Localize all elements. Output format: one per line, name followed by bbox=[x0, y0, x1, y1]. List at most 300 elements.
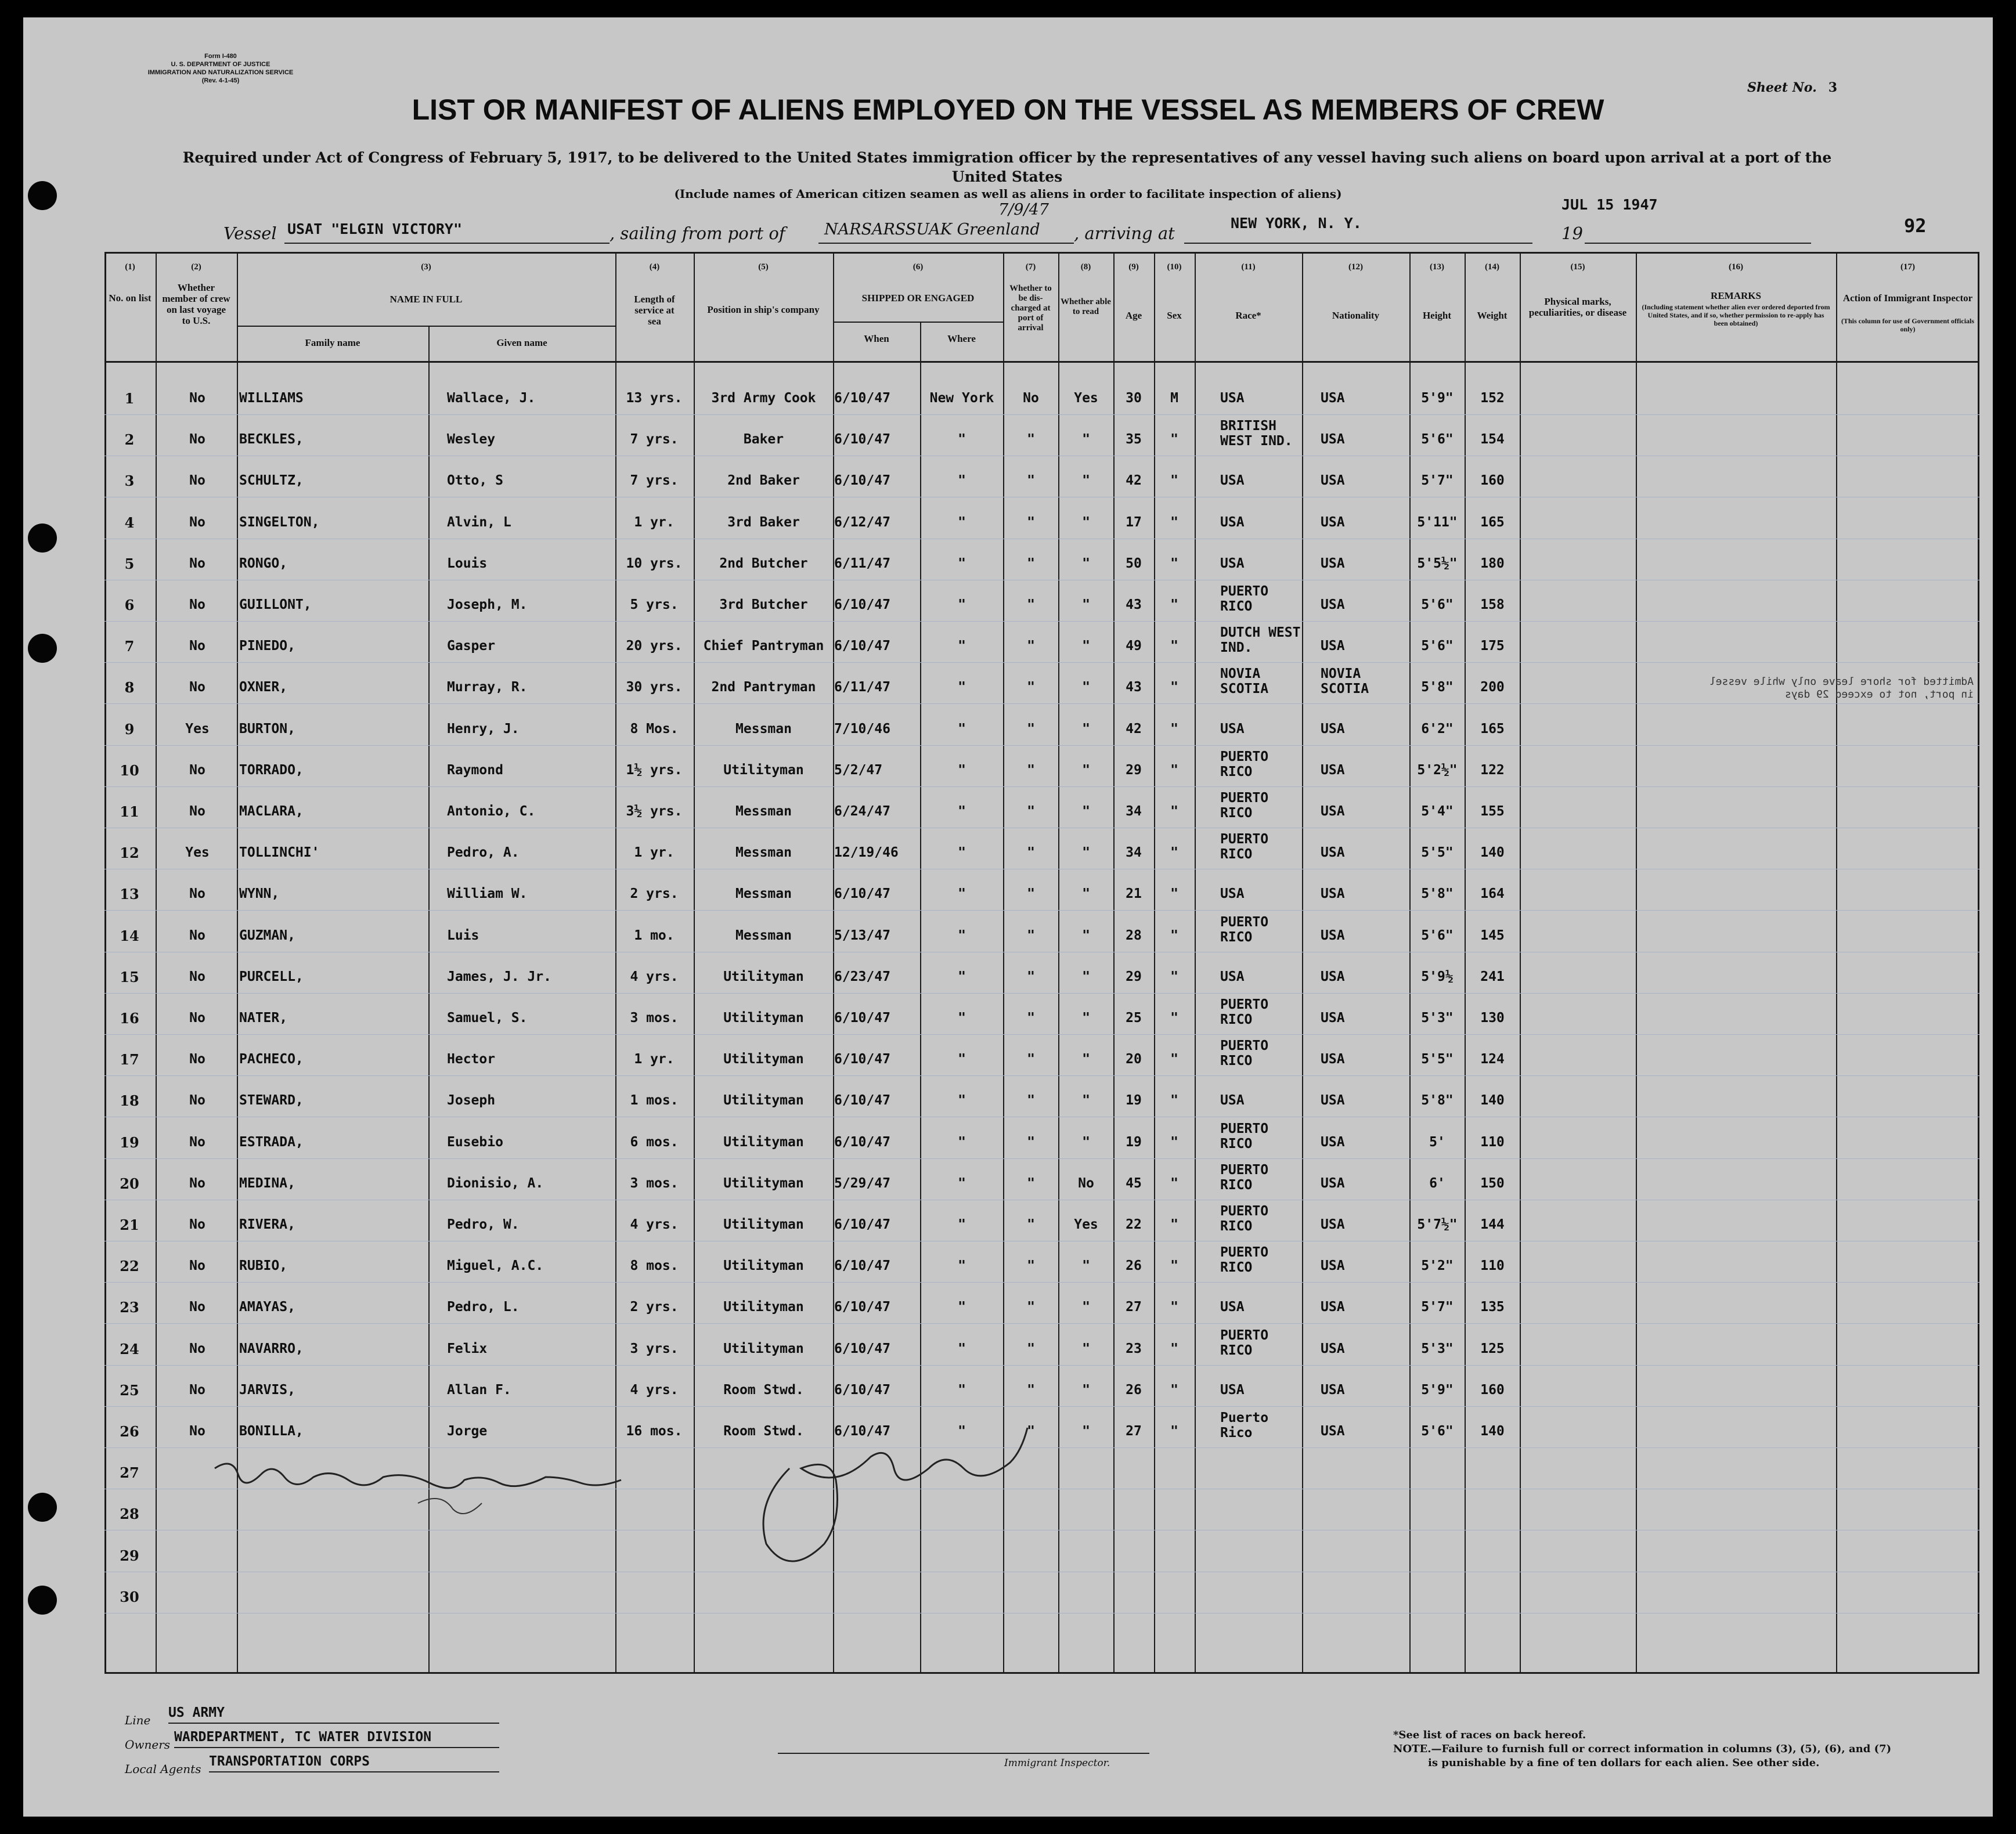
cell-when: 6/23/47 bbox=[834, 969, 890, 984]
vessel-name: USAT "ELGIN VICTORY" bbox=[287, 221, 463, 237]
cell-nationality: USA bbox=[1321, 1382, 1345, 1398]
cell-position: Chief Pantryman bbox=[703, 638, 824, 654]
form-identifier bbox=[110, 52, 331, 85]
cell-service: 3 mos. bbox=[630, 1175, 679, 1191]
cell-age: 20 bbox=[1126, 1052, 1142, 1067]
cell-discharged: " bbox=[1027, 886, 1035, 902]
col-num: (2) bbox=[191, 262, 201, 272]
cell-race: USA bbox=[1220, 473, 1245, 489]
cell-read: " bbox=[1082, 886, 1090, 902]
remark-stamp: Admitted for shore leave only while vessel in port, not to exceed 29 days bbox=[1709, 676, 1974, 701]
cell-race: PUERTO RICO bbox=[1220, 1162, 1269, 1193]
cell-age: 27 bbox=[1126, 1299, 1142, 1315]
col-num: (17) bbox=[1900, 262, 1915, 272]
cell-position: Messman bbox=[735, 721, 792, 737]
col-num: (13) bbox=[1430, 262, 1444, 272]
cell-sex: " bbox=[1170, 969, 1178, 984]
cell-age: 28 bbox=[1126, 927, 1142, 943]
cell-prior: No bbox=[189, 1424, 205, 1439]
cell-given: Dionisio, A. bbox=[447, 1175, 544, 1191]
cell-position: Utilityman bbox=[723, 1299, 804, 1315]
cell-prior: No bbox=[189, 1258, 205, 1274]
cell-race: USA bbox=[1220, 1093, 1245, 1109]
cell-weight: 160 bbox=[1480, 1382, 1505, 1398]
cell-discharged: " bbox=[1027, 597, 1035, 612]
col-num: (16) bbox=[1729, 262, 1743, 272]
cell-family: WILLIAMS bbox=[239, 391, 304, 406]
row-number: 8 bbox=[124, 679, 135, 696]
cell-read: " bbox=[1082, 638, 1090, 654]
cell-given: Otto, S bbox=[447, 473, 503, 489]
cell-sex: " bbox=[1170, 1382, 1178, 1398]
cell-family: OXNER, bbox=[239, 680, 288, 695]
sailing-port: NARSARSSUAK Greenland bbox=[824, 221, 1040, 239]
form-revision: (Rev. 4-1-45) bbox=[201, 77, 240, 84]
cell-where: New York bbox=[929, 391, 994, 406]
cell-position: Room Stwd. bbox=[723, 1382, 804, 1398]
department-name: U. S. DEPARTMENT OF JUSTICE bbox=[171, 61, 271, 68]
include-note: (Include names of American citizen seamen as well as aliens in order to facilitate inspection of aliens) bbox=[674, 187, 1342, 201]
cell-when: 6/10/47 bbox=[834, 1382, 890, 1398]
cell-race: USA bbox=[1220, 514, 1245, 530]
cell-height: 5'11" bbox=[1417, 514, 1458, 530]
cell-discharged: " bbox=[1027, 638, 1035, 654]
col-num: (11) bbox=[1241, 262, 1256, 272]
cell-position: Messman bbox=[735, 927, 792, 943]
cell-height: 5'9" bbox=[1421, 1382, 1454, 1398]
cell-read: " bbox=[1082, 514, 1090, 530]
cell-position: Utilityman bbox=[723, 969, 804, 984]
cell-height: 5'5" bbox=[1421, 1052, 1454, 1067]
cell-discharged: " bbox=[1027, 1052, 1035, 1067]
cell-nationality: USA bbox=[1321, 1424, 1345, 1439]
cell-given: Felix bbox=[447, 1341, 488, 1356]
cell-prior: No bbox=[189, 1217, 205, 1232]
cell-weight: 180 bbox=[1480, 555, 1505, 571]
cell-where: " bbox=[958, 514, 966, 530]
cell-weight: 122 bbox=[1480, 762, 1505, 778]
cell-age: 43 bbox=[1126, 597, 1142, 612]
cell-position: Room Stwd. bbox=[723, 1424, 804, 1439]
row-number: 1 bbox=[124, 390, 135, 407]
header-physical: Physical marks, peculiarities, or disease bbox=[1528, 296, 1627, 318]
cell-family: RONGO, bbox=[239, 555, 288, 571]
cell-service: 1½ yrs. bbox=[626, 762, 683, 778]
cell-height: 5' bbox=[1429, 1134, 1445, 1150]
cell-age: 19 bbox=[1126, 1093, 1142, 1109]
cell-family: BONILLA, bbox=[239, 1424, 304, 1439]
cell-family: BURTON, bbox=[239, 721, 295, 737]
cell-where: " bbox=[958, 1134, 966, 1150]
cell-given: Samuel, S. bbox=[447, 1010, 528, 1026]
cell-read: No bbox=[1078, 1175, 1094, 1191]
cell-where: " bbox=[958, 1299, 966, 1315]
header-able-read: Whether able to read bbox=[1061, 297, 1111, 316]
cell-height: 5'3" bbox=[1421, 1341, 1454, 1356]
cell-sex: " bbox=[1170, 597, 1178, 612]
header-name-in-full: NAME IN FULL bbox=[390, 294, 463, 305]
cell-given: Joseph, M. bbox=[447, 597, 528, 612]
cell-sex: " bbox=[1170, 1424, 1178, 1439]
row-number: 6 bbox=[124, 597, 135, 613]
cell-prior: No bbox=[189, 680, 205, 695]
cell-height: 6' bbox=[1429, 1175, 1445, 1191]
cell-when: 5/29/47 bbox=[834, 1175, 890, 1191]
cell-weight: 130 bbox=[1480, 1010, 1505, 1026]
row-number: 7 bbox=[124, 638, 135, 655]
cell-read: " bbox=[1082, 1258, 1090, 1274]
cell-when: 6/10/47 bbox=[834, 1424, 890, 1439]
col-num: (9) bbox=[1128, 262, 1139, 272]
col-num: (7) bbox=[1025, 262, 1036, 272]
cell-race: BRITISH WEST IND. bbox=[1220, 418, 1293, 449]
cell-weight: 140 bbox=[1480, 1424, 1505, 1439]
cell-sex: " bbox=[1170, 638, 1178, 654]
cell-family: SINGELTON, bbox=[239, 514, 320, 530]
stamp-number: 92 bbox=[1904, 215, 1927, 237]
header-race: Race* bbox=[1235, 310, 1261, 321]
cell-nationality: USA bbox=[1321, 473, 1345, 489]
cell-height: 5'5" bbox=[1421, 845, 1454, 861]
cell-given: Raymond bbox=[447, 762, 503, 778]
cell-when: 6/10/47 bbox=[834, 473, 890, 489]
cell-age: 42 bbox=[1126, 721, 1142, 737]
cell-age: 25 bbox=[1126, 1010, 1142, 1026]
cell-weight: 124 bbox=[1480, 1052, 1505, 1067]
punch-hole bbox=[28, 634, 57, 663]
cell-age: 43 bbox=[1126, 680, 1142, 695]
cell-nationality: USA bbox=[1321, 432, 1345, 447]
cell-prior: No bbox=[189, 969, 205, 984]
cell-given: William W. bbox=[447, 886, 528, 902]
cell-nationality: USA bbox=[1321, 886, 1345, 902]
note-penalty: NOTE.—Failure to furnish full or correct information in columns (3), (5), (6), and (7) bbox=[1393, 1743, 1892, 1755]
col-num: (14) bbox=[1485, 262, 1499, 272]
cell-sex: " bbox=[1170, 1010, 1178, 1026]
row-number: 18 bbox=[120, 1092, 139, 1110]
cell-sex: " bbox=[1170, 845, 1178, 861]
cell-service: 4 yrs. bbox=[630, 969, 679, 984]
cell-read: " bbox=[1082, 845, 1090, 861]
row-number: 22 bbox=[120, 1258, 139, 1275]
cell-read: " bbox=[1082, 1341, 1090, 1356]
cell-weight: 110 bbox=[1480, 1134, 1505, 1150]
cell-weight: 144 bbox=[1480, 1217, 1505, 1232]
cell-family: BECKLES, bbox=[239, 432, 304, 447]
cell-position: Utilityman bbox=[723, 1258, 804, 1274]
cell-family: PACHECO, bbox=[239, 1052, 304, 1067]
row-number: 17 bbox=[120, 1051, 139, 1068]
cell-prior: No bbox=[189, 1341, 205, 1356]
header-remarks-sub: (Including statement whether alien ever ordered deported from United States, and if so, whether permission to re-apply has been obtained) bbox=[1642, 303, 1830, 327]
cell-nationality: USA bbox=[1321, 514, 1345, 530]
manifest-page bbox=[23, 17, 1993, 1817]
cell-race: USA bbox=[1220, 721, 1245, 737]
agents-value: TRANSPORTATION CORPS bbox=[209, 1754, 370, 1769]
cell-age: 35 bbox=[1126, 432, 1142, 447]
cell-nationality: USA bbox=[1321, 555, 1345, 571]
cell-service: 1 yr. bbox=[634, 845, 675, 861]
row-number: 20 bbox=[120, 1175, 139, 1192]
cell-age: 49 bbox=[1126, 638, 1142, 654]
cell-weight: 140 bbox=[1480, 845, 1505, 861]
row-number: 26 bbox=[120, 1423, 139, 1440]
cell-discharged: " bbox=[1027, 1093, 1035, 1109]
cell-read: " bbox=[1082, 804, 1090, 819]
cell-age: 30 bbox=[1126, 391, 1142, 406]
cell-race: PUERTO RICO bbox=[1220, 749, 1269, 779]
cell-nationality: USA bbox=[1321, 1258, 1345, 1274]
cell-age: 26 bbox=[1126, 1382, 1142, 1398]
cell-prior: Yes bbox=[185, 845, 210, 861]
cell-age: 26 bbox=[1126, 1258, 1142, 1274]
header-action: Action of Immigrant Inspector bbox=[1842, 293, 1973, 304]
cell-prior: No bbox=[189, 514, 205, 530]
cell-nationality: USA bbox=[1321, 1010, 1345, 1026]
cell-discharged: " bbox=[1027, 1175, 1035, 1191]
cell-when: 7/10/46 bbox=[834, 721, 890, 737]
cell-height: 5'8" bbox=[1421, 886, 1454, 902]
cell-weight: 165 bbox=[1480, 514, 1505, 530]
cell-position: 2nd Pantryman bbox=[711, 680, 816, 695]
cell-discharged: " bbox=[1027, 1217, 1035, 1232]
date-stamp: JUL 15 1947 bbox=[1561, 196, 1658, 213]
cell-family: RUBIO, bbox=[239, 1258, 288, 1274]
cell-nationality: USA bbox=[1321, 1134, 1345, 1150]
cell-nationality: NOVIA SCOTIA bbox=[1321, 666, 1369, 697]
cell-position: 3rd Army Cook bbox=[711, 391, 816, 406]
cell-discharged: " bbox=[1027, 804, 1035, 819]
cell-sex: " bbox=[1170, 1258, 1178, 1274]
cell-weight: 165 bbox=[1480, 721, 1505, 737]
col-num: (12) bbox=[1348, 262, 1363, 272]
col-num: (8) bbox=[1080, 262, 1091, 272]
cell-where: " bbox=[958, 1341, 966, 1356]
cell-prior: No bbox=[189, 804, 205, 819]
cell-discharged: " bbox=[1027, 762, 1035, 778]
row-number: 9 bbox=[124, 720, 135, 738]
cell-when: 6/10/47 bbox=[834, 1052, 890, 1067]
cell-where: " bbox=[958, 597, 966, 612]
cell-height: 5'9" bbox=[1421, 391, 1454, 406]
cell-discharged: " bbox=[1027, 514, 1035, 530]
cell-read: " bbox=[1082, 1299, 1090, 1315]
cell-when: 6/10/47 bbox=[834, 638, 890, 654]
cell-race: USA bbox=[1220, 969, 1245, 984]
cell-when: 6/24/47 bbox=[834, 804, 890, 819]
note-penalty-cont: is punishable by a fine of ten dollars for each alien. See other side. bbox=[1428, 1757, 1820, 1769]
cell-prior: No bbox=[189, 1093, 205, 1109]
cell-given: Miguel, A.C. bbox=[447, 1258, 544, 1274]
vessel-label: Vessel bbox=[223, 223, 277, 243]
cell-when: 6/10/47 bbox=[834, 1217, 890, 1232]
cell-height: 5'6" bbox=[1421, 927, 1454, 943]
cell-given: Wesley bbox=[447, 432, 496, 447]
cell-race: PUERTO RICO bbox=[1220, 584, 1269, 614]
cell-family: TORRADO, bbox=[239, 762, 304, 778]
cell-age: 42 bbox=[1126, 473, 1142, 489]
cell-family: MACLARA, bbox=[239, 804, 304, 819]
cell-where: " bbox=[958, 1093, 966, 1109]
cell-when: 6/10/47 bbox=[834, 1299, 890, 1315]
cell-where: " bbox=[958, 680, 966, 695]
cell-sex: " bbox=[1170, 473, 1178, 489]
row-number: 2 bbox=[124, 431, 135, 449]
cell-read: " bbox=[1082, 762, 1090, 778]
cell-service: 6 mos. bbox=[630, 1134, 679, 1150]
cell-where: " bbox=[958, 1424, 966, 1439]
cell-read: Yes bbox=[1074, 1217, 1098, 1232]
owners-label: Owners bbox=[125, 1738, 171, 1752]
cell-service: 1 mo. bbox=[634, 927, 675, 943]
cell-prior: No bbox=[189, 432, 205, 447]
owners-value: WARDEPARTMENT, TC WATER DIVISION bbox=[174, 1730, 432, 1745]
cell-weight: 160 bbox=[1480, 473, 1505, 489]
cell-read: " bbox=[1082, 1382, 1090, 1398]
cell-race: USA bbox=[1220, 555, 1245, 571]
sheet-label: Sheet No. bbox=[1747, 80, 1817, 95]
cell-position: Messman bbox=[735, 804, 792, 819]
cell-sex: " bbox=[1170, 432, 1178, 447]
cell-where: " bbox=[958, 762, 966, 778]
cell-height: 6'2" bbox=[1421, 721, 1454, 737]
col-num: (10) bbox=[1167, 262, 1182, 272]
row-number: 25 bbox=[120, 1381, 139, 1399]
col-num: (15) bbox=[1570, 262, 1585, 272]
cell-discharged: " bbox=[1027, 555, 1035, 571]
cell-height: 5'6" bbox=[1421, 432, 1454, 447]
cell-sex: " bbox=[1170, 1093, 1178, 1109]
header-when: When bbox=[864, 333, 889, 344]
cell-when: 12/19/46 bbox=[834, 845, 899, 861]
cell-read: " bbox=[1082, 473, 1090, 489]
cell-read: " bbox=[1082, 555, 1090, 571]
cell-family: AMAYAS, bbox=[239, 1299, 295, 1315]
cell-family: PINEDO, bbox=[239, 638, 295, 654]
header-remarks: REMARKS bbox=[1711, 290, 1761, 301]
header-action-sub: (This column for use of Government officials only) bbox=[1841, 317, 1975, 333]
cell-service: 8 Mos. bbox=[630, 721, 679, 737]
cell-height: 5'4" bbox=[1421, 804, 1454, 819]
sailing-label: , sailing from port of bbox=[610, 223, 785, 243]
col-num: (4) bbox=[649, 262, 660, 272]
cell-discharged: " bbox=[1027, 845, 1035, 861]
cell-race: DUTCH WEST IND. bbox=[1220, 625, 1301, 656]
header-no-on-list: No. on list bbox=[109, 293, 152, 304]
cell-sex: " bbox=[1170, 680, 1178, 695]
cell-read: " bbox=[1082, 969, 1090, 984]
row-number: 11 bbox=[120, 803, 139, 820]
cell-prior: No bbox=[189, 473, 205, 489]
cell-weight: 158 bbox=[1480, 597, 1505, 612]
cell-given: Hector bbox=[447, 1052, 496, 1067]
cell-position: Messman bbox=[735, 886, 792, 902]
col-num: (6) bbox=[913, 262, 924, 272]
punch-hole bbox=[28, 1586, 57, 1615]
cell-height: 5'7½" bbox=[1417, 1217, 1458, 1232]
cell-given: Pedro, A. bbox=[447, 845, 520, 861]
cell-prior: No bbox=[189, 886, 205, 902]
cell-nationality: USA bbox=[1321, 969, 1345, 984]
cell-where: " bbox=[958, 886, 966, 902]
cell-height: 5'8" bbox=[1421, 1093, 1454, 1109]
cell-service: 1 mos. bbox=[630, 1093, 679, 1109]
cell-family: NATER, bbox=[239, 1010, 288, 1026]
cell-given: Antonio, C. bbox=[447, 804, 536, 819]
cell-when: 6/11/47 bbox=[834, 555, 890, 571]
service-name: IMMIGRATION AND NATURALIZATION SERVICE bbox=[147, 69, 294, 76]
cell-service: 3 mos. bbox=[630, 1010, 679, 1026]
cell-given: Louis bbox=[447, 555, 488, 571]
cell-service: 2 yrs. bbox=[630, 886, 679, 902]
cell-service: 30 yrs. bbox=[626, 680, 683, 695]
line-value: US ARMY bbox=[168, 1705, 225, 1720]
cell-sex: " bbox=[1170, 1217, 1178, 1232]
header-nationality: Nationality bbox=[1332, 310, 1380, 321]
cell-position: 3rd Baker bbox=[727, 514, 800, 530]
cell-given: Henry, J. bbox=[447, 721, 520, 737]
cell-race: USA bbox=[1220, 391, 1245, 406]
cell-position: Utilityman bbox=[723, 762, 804, 778]
cell-read: " bbox=[1082, 1052, 1090, 1067]
cell-where: " bbox=[958, 1010, 966, 1026]
header-family-name: Family name bbox=[305, 337, 360, 348]
cell-prior: No bbox=[189, 391, 205, 406]
cell-position: Utilityman bbox=[723, 1052, 804, 1067]
arriving-port: NEW YORK, N. Y. bbox=[1231, 215, 1362, 232]
cell-service: 1 yr. bbox=[634, 514, 675, 530]
cell-height: 5'2½" bbox=[1417, 762, 1458, 778]
cell-position: Utilityman bbox=[723, 1093, 804, 1109]
cell-service: 8 mos. bbox=[630, 1258, 679, 1274]
cell-sex: " bbox=[1170, 1299, 1178, 1315]
cell-family: NAVARRO, bbox=[239, 1341, 304, 1356]
cell-race: USA bbox=[1220, 1382, 1245, 1398]
cell-when: 6/10/47 bbox=[834, 432, 890, 447]
cell-prior: No bbox=[189, 1299, 205, 1315]
line-label: Line bbox=[125, 1713, 151, 1727]
row-number: 19 bbox=[120, 1133, 139, 1151]
row-number: 21 bbox=[120, 1216, 139, 1233]
cell-read: " bbox=[1082, 1010, 1090, 1026]
cell-when: 6/11/47 bbox=[834, 680, 890, 695]
header-height: Height bbox=[1422, 310, 1452, 321]
cell-nationality: USA bbox=[1321, 1052, 1345, 1067]
header-length-service: Length of service at sea bbox=[634, 294, 675, 327]
row-number: 4 bbox=[124, 514, 135, 531]
cell-when: 6/10/47 bbox=[834, 1341, 890, 1356]
cell-sex: " bbox=[1170, 886, 1178, 902]
cell-height: 5'8" bbox=[1421, 680, 1454, 695]
cell-weight: 155 bbox=[1480, 804, 1505, 819]
cell-where: " bbox=[958, 1382, 966, 1398]
cell-family: TOLLINCHI' bbox=[239, 845, 320, 861]
cell-service: 13 yrs. bbox=[626, 391, 683, 406]
cell-given: Wallace, J. bbox=[447, 391, 536, 406]
cell-weight: 175 bbox=[1480, 638, 1505, 654]
cell-prior: No bbox=[189, 1382, 205, 1398]
cell-family: WYNN, bbox=[239, 886, 280, 902]
cell-read: " bbox=[1082, 680, 1090, 695]
cell-height: 5'7" bbox=[1421, 1299, 1454, 1315]
cell-read: " bbox=[1082, 597, 1090, 612]
cell-age: 29 bbox=[1126, 969, 1142, 984]
cell-age: 23 bbox=[1126, 1341, 1142, 1356]
cell-nationality: USA bbox=[1321, 1093, 1345, 1109]
header-position: Position in ship's company bbox=[707, 304, 820, 315]
cell-given: Eusebio bbox=[447, 1134, 503, 1150]
row-number: 12 bbox=[120, 844, 139, 862]
